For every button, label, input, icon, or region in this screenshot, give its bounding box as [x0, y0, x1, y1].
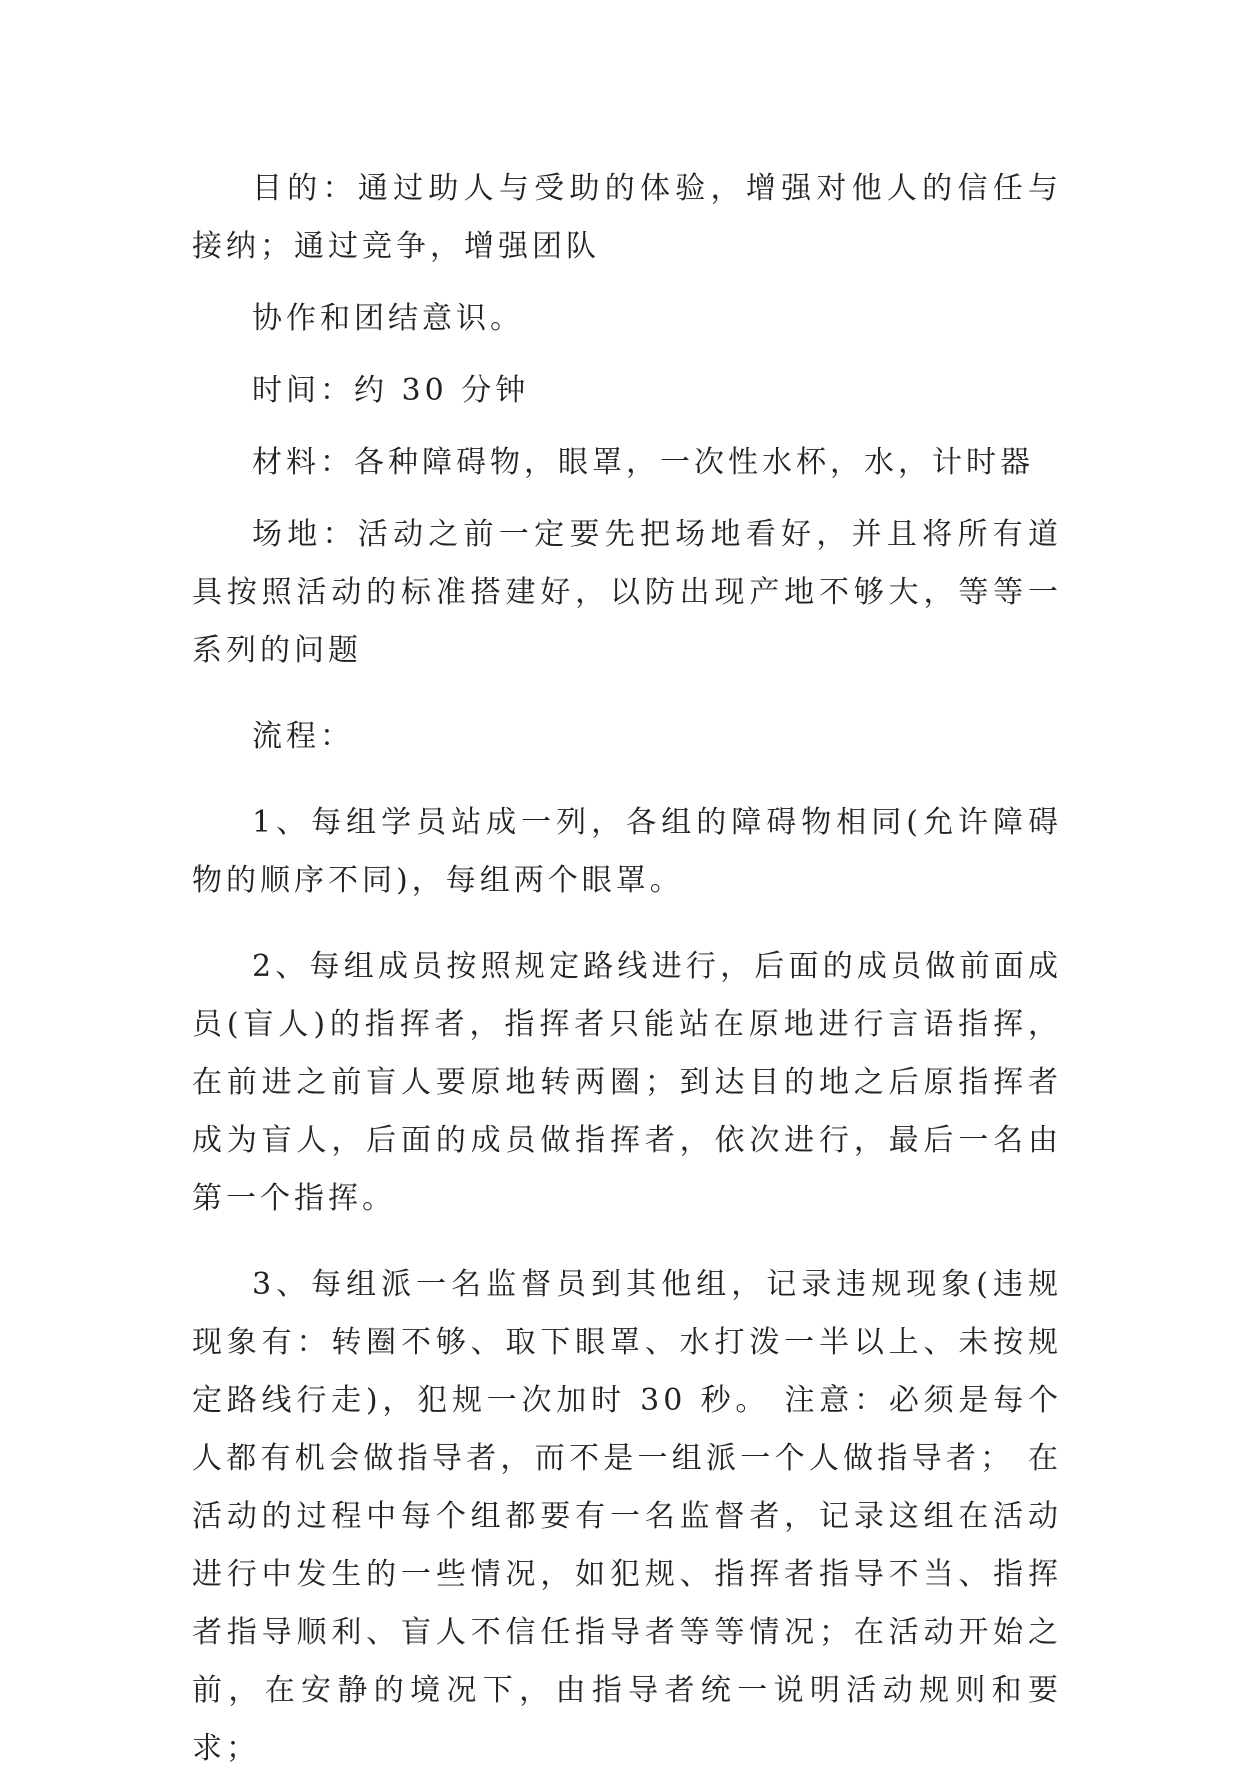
- paragraph-purpose: 目的：通过助人与受助的体验，增强对他人的信任与接纳；通过竞争，增强团队: [192, 171, 1062, 264]
- paragraph-step-1: 1、每组学员站成一列，各组的障碍物相同(允许障碍物的顺序不同)，每组两个眼罩。: [192, 805, 1062, 898]
- document-body: [192, 160, 1062, 1778]
- paragraph-materials: 材料：各种障碍物，眼罩，一次性水杯，水，计时器: [252, 445, 1034, 480]
- paragraph-process-heading: 流程：: [252, 719, 354, 754]
- paragraph-time: 时间：约 30 分钟: [252, 373, 530, 408]
- paragraph-step-3: 3、每组派一名监督员到其他组，记录违规现象(违规现象有：转圈不够、取下眼罩、水打泼一半以上、未按规定路线行走)，犯规一次加时 30 秒。 注意：必须是每个人都有机会做指导者，而不是一组派一个人做指导者； 在活动的过程中每个组都要有一名监督者，记录这组在活动进行中发生的一些情况，如犯规、指挥者指导不当、指挥者指导顺利、盲人不信任指导者等等情况；在活动开始之前，在安静的境况下，由指导者统一说明活动规则和要求；: [192, 1267, 1062, 1766]
- paragraph-step-2: 2、每组成员按照规定路线进行，后面的成员做前面成员(盲人)的指挥者，指挥者只能站在原地进行言语指挥，在前进之前盲人要原地转两圈；到达目的地之后原指挥者成为盲人，后面的成员做指挥者，依次进行，最后一名由第一个指挥。: [192, 949, 1062, 1216]
- paragraph-purpose-cont: 协作和团结意识。: [252, 301, 524, 336]
- paragraph-venue: 场地：活动之前一定要先把场地看好，并且将所有道具按照活动的标准搭建好，以防出现产地不够大，等等一系列的问题: [192, 517, 1062, 668]
